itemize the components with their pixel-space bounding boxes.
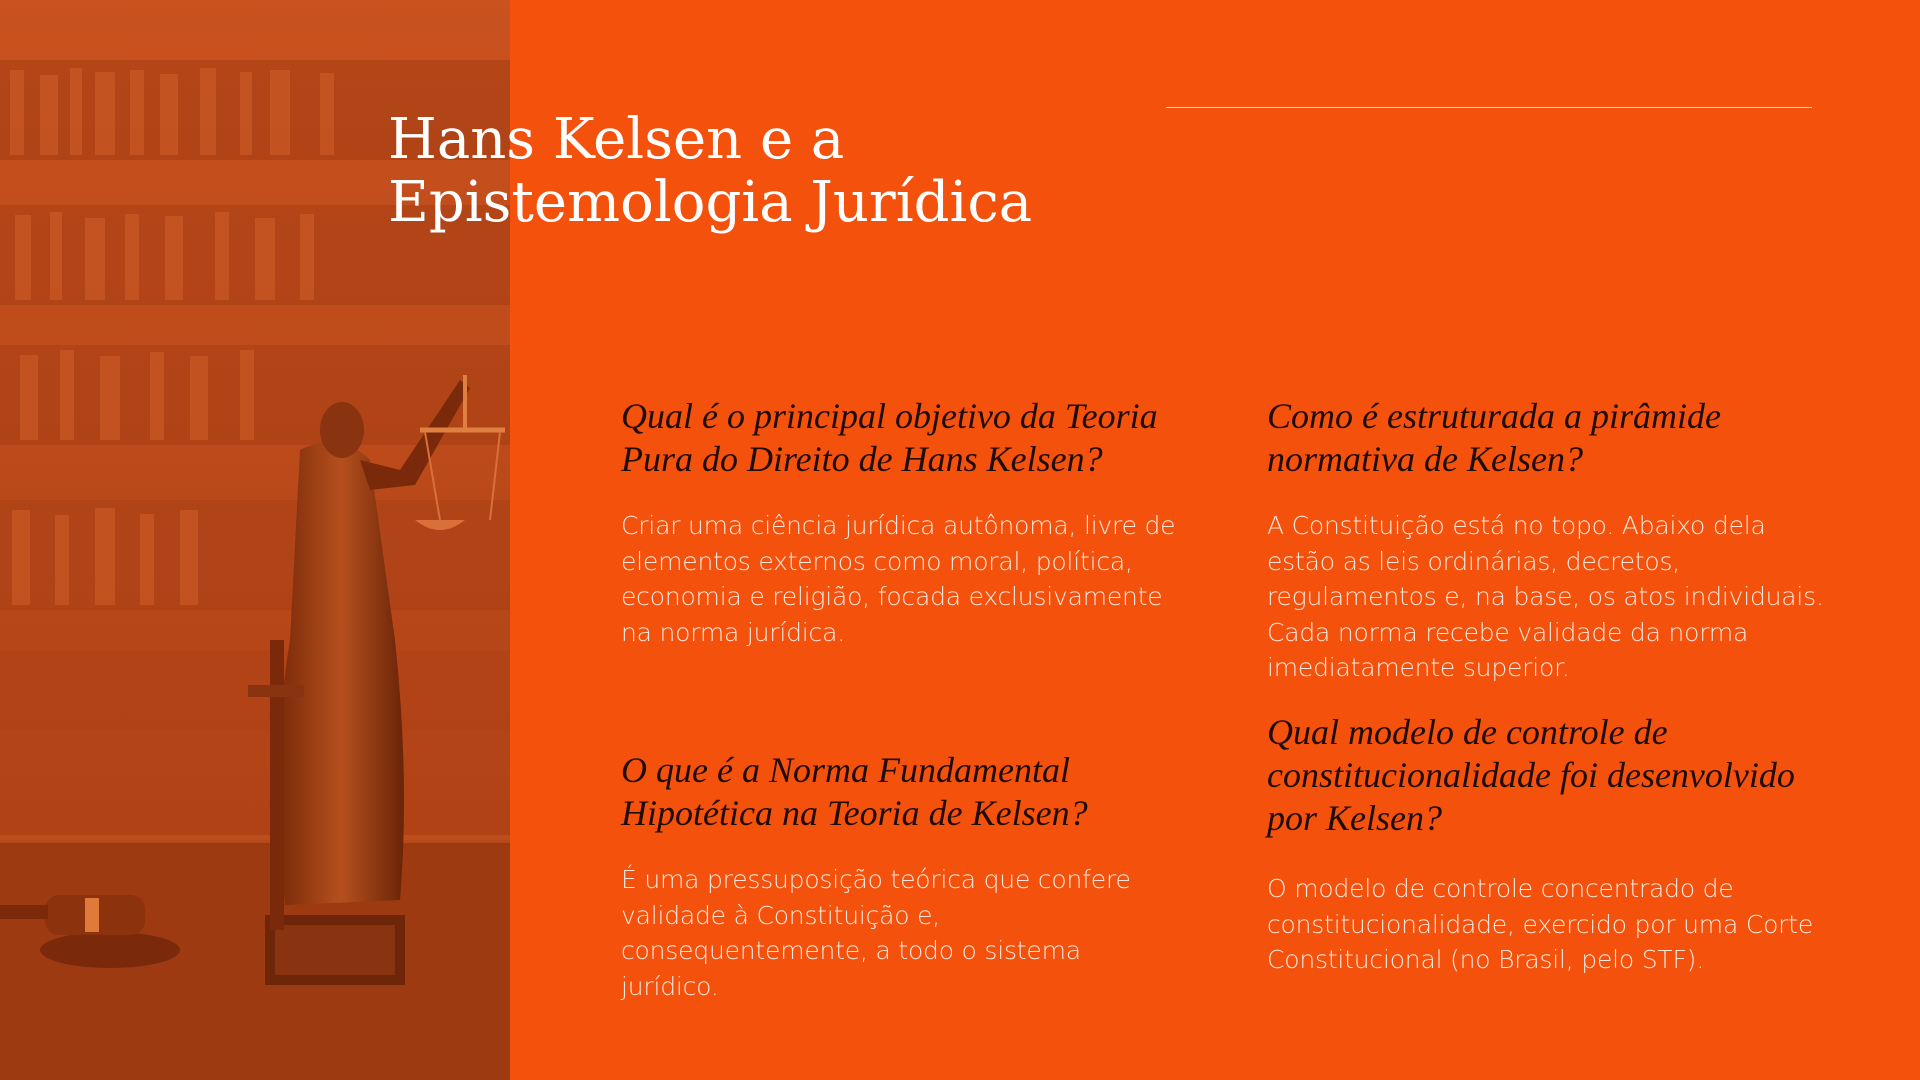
answer-text: O modelo de controle concentrado de constitucionalidade, exercido por uma Corte Constitucional (no Brasil, pelo STF). <box>1267 874 1814 974</box>
title-line-1: Hans Kelsen e a <box>388 107 845 172</box>
answer-text: É uma pressuposição teórica que confere validade à Constituição e, consequentemente, a todo o sistema jurídico. <box>621 865 1131 1001</box>
question-heading: Qual modelo de controle de constitucionalidade foi desenvolvido por Kelsen? <box>1267 712 1795 838</box>
answer-text: A Constituição está no topo. Abaixo dela estão as leis ordinárias, decretos, regulamentos e, na base, os atos individuais. Cada norma recebe validade da norma imediatamente superior. <box>1267 511 1824 682</box>
qa-block-piramide <box>1267 395 1827 686</box>
title-line-2: Epistemologia Jurídica <box>388 170 1033 235</box>
top-divider-line <box>1166 107 1812 108</box>
qa-block-controle <box>1267 711 1827 978</box>
page-title <box>388 108 1088 234</box>
qa-block-objetivo <box>621 395 1181 650</box>
question-heading: Como é estruturada a pirâmide normativa de Kelsen? <box>1267 396 1721 479</box>
question-heading: Qual é o principal objetivo da Teoria Pura do Direito de Hans Kelsen? <box>621 396 1158 479</box>
question-heading: O que é a Norma Fundamental Hipotética na Teoria de Kelsen? <box>621 750 1088 833</box>
qa-block-norma-fundamental <box>621 749 1181 1004</box>
answer-text: Criar uma ciência jurídica autônoma, livre de elementos externos como moral, política, economia e religião, focada exclusivamente na norma jurídica. <box>621 511 1176 647</box>
